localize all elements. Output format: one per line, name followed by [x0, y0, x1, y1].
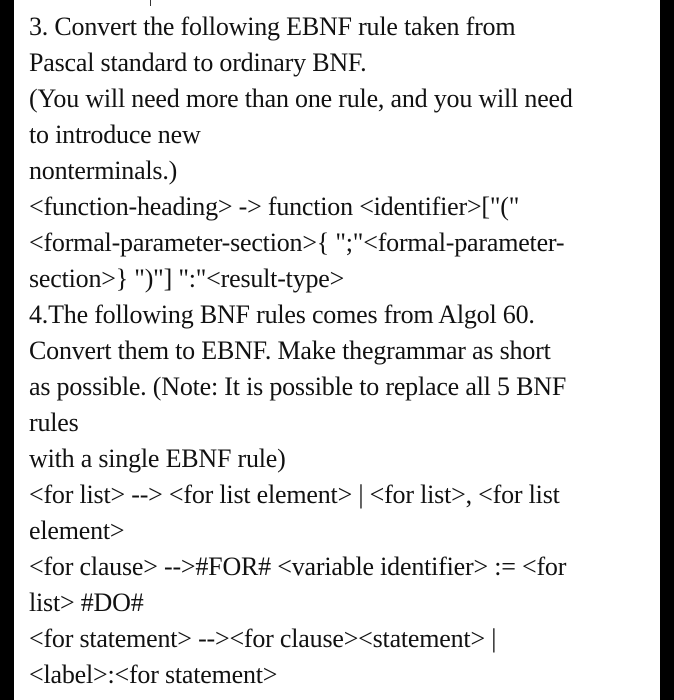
text-line: 4.The following BNF rules comes from Algol 60. — [29, 300, 535, 329]
text-line: <formal-parameter-section>{ ";"<formal-parameter- — [29, 228, 565, 257]
text-line: nonterminals.) — [29, 156, 178, 185]
text-line: Pascal standard to ordinary BNF. — [29, 48, 367, 77]
question-text — [29, 9, 573, 693]
text-line: (You will need more than one rule, and you will need — [29, 84, 573, 113]
divider-mark — [150, 0, 151, 6]
text-line: element> — [29, 516, 125, 545]
text-line: to introduce new — [29, 120, 201, 149]
text-line: 3. Convert the following EBNF rule taken from — [29, 12, 516, 41]
document-page — [14, 0, 660, 700]
text-line: rules — [29, 408, 79, 437]
text-line: as possible. (Note: It is possible to replace all 5 BNF — [29, 372, 567, 401]
text-line: with a single EBNF rule) — [29, 444, 286, 473]
text-line: <function-heading> -> function <identifier>["(" — [29, 192, 520, 221]
text-line: <for clause> -->#FOR# <variable identifier> := <for — [29, 552, 567, 581]
text-line: Convert them to EBNF. Make thegrammar as short — [29, 336, 551, 365]
text-line: section>} ")"] ":"<result-type> — [29, 264, 345, 293]
text-line: <for statement> --><for clause><statement> | — [29, 624, 497, 653]
text-line: <label>:<for statement> — [29, 660, 278, 689]
text-line: list> #DO# — [29, 588, 144, 617]
text-line: <for list> --> <for list element> | <for list>, <for list — [29, 480, 560, 509]
